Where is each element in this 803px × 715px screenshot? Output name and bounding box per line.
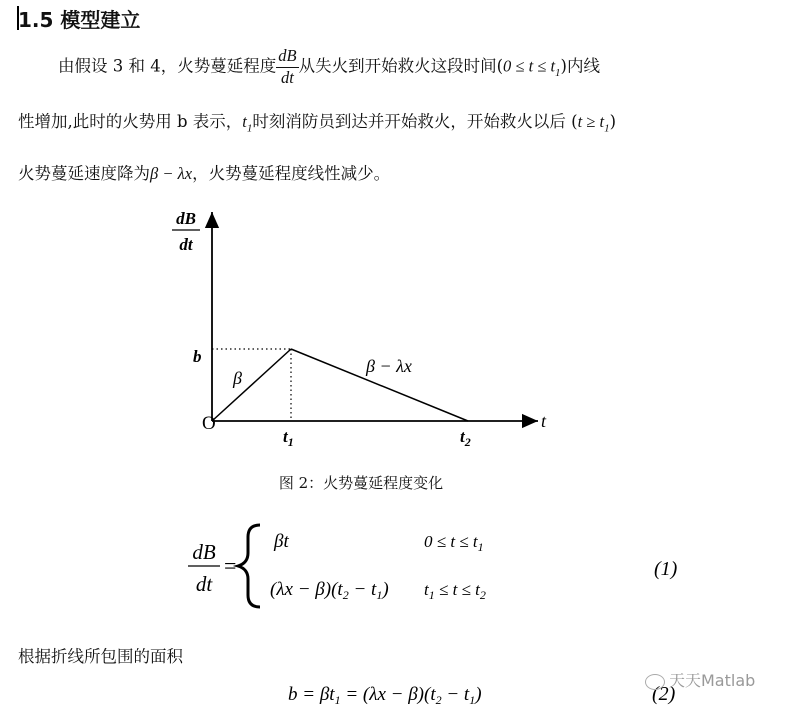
rise-segment (212, 349, 291, 421)
equation-2 (280, 676, 700, 712)
watermark-text: 天天Matlab (669, 671, 756, 690)
paragraph-line-3 (18, 160, 390, 184)
area-sentence: 根据折线所包围的面积 (18, 647, 183, 666)
equation-1 (180, 515, 700, 615)
line2-t-sub: 1 (246, 122, 253, 135)
eq1-brace (238, 525, 260, 607)
eq2-label: (2) (652, 683, 676, 705)
fall-slope-label: β − λx (366, 356, 412, 376)
section-title: 模型建立 (60, 8, 141, 32)
inline-frac-den: dt (280, 67, 294, 87)
eq1-lhs-num: dB (192, 540, 216, 564)
line1-text-end: )内线 (560, 56, 600, 76)
t2-label: $t_2$ (460, 427, 471, 449)
rise-slope-label: β (233, 368, 242, 388)
section-number: 1.5 (18, 8, 54, 32)
line3-text-pre: 火势蔓延速度降为 (18, 164, 150, 183)
line2-inequality: t ≥ t (577, 112, 605, 131)
eq1-lhs-den: dt (195, 572, 213, 596)
figure-caption: 图 2：火势蔓延程度变化 (278, 474, 444, 492)
inline-frac-num: dB (276, 48, 298, 68)
x-axis-label: t (541, 411, 547, 431)
paragraph-line-2 (18, 108, 616, 134)
line2-text-pre: 性增加,此时的火势用 b 表示， (18, 112, 243, 131)
fire-spread-figure (160, 200, 580, 460)
origin-label: O (202, 413, 216, 434)
eq1-case1-expr: βt (274, 531, 289, 552)
line2-inequality-sub: 1 (604, 122, 610, 135)
watermark (645, 668, 755, 691)
eq1-case1-cond: $0 \le t \le t_1$ (424, 532, 484, 554)
section-heading (18, 4, 140, 33)
line1-text-pre: 由假设 3 和 4，火势蔓延程度 (58, 56, 277, 76)
inline-fraction-dbdt (276, 48, 298, 86)
b-label: b (193, 347, 202, 366)
line1-interval-sub: 1 (555, 66, 561, 79)
line2-t: t (242, 112, 247, 131)
line3-text-post: ，火势蔓延程度线性减少。 (192, 164, 391, 183)
line3-expression: β − λx (150, 164, 193, 183)
line1-interval: 0 ≤ t ≤ t (503, 56, 556, 76)
paragraph-line-1 (58, 48, 600, 86)
line2-close: ) (609, 112, 616, 131)
line1-text-post: 从失火到开始救火这段时间( (298, 56, 504, 76)
eq2-body: $b = \beta t_1 = (\lambda x - \beta)(t_2 - t_1)$ (288, 684, 482, 707)
y-axis-label-den: dt (179, 235, 193, 254)
eq1-equals: = (224, 553, 237, 578)
eq1-case2-cond: $t_1 \le t \le t_2$ (424, 580, 486, 602)
line2-text-post: 时刻消防员到达并开始救火，开始救火以后 ( (252, 112, 578, 131)
t1-label: $t_1$ (283, 427, 294, 449)
eq1-label: (1) (654, 558, 678, 580)
y-axis-label-num: dB (176, 209, 196, 228)
eq1-case2-expr: $(\lambda x - \beta)(t_2 - t_1)$ (270, 579, 389, 602)
wechat-icon (645, 674, 665, 690)
